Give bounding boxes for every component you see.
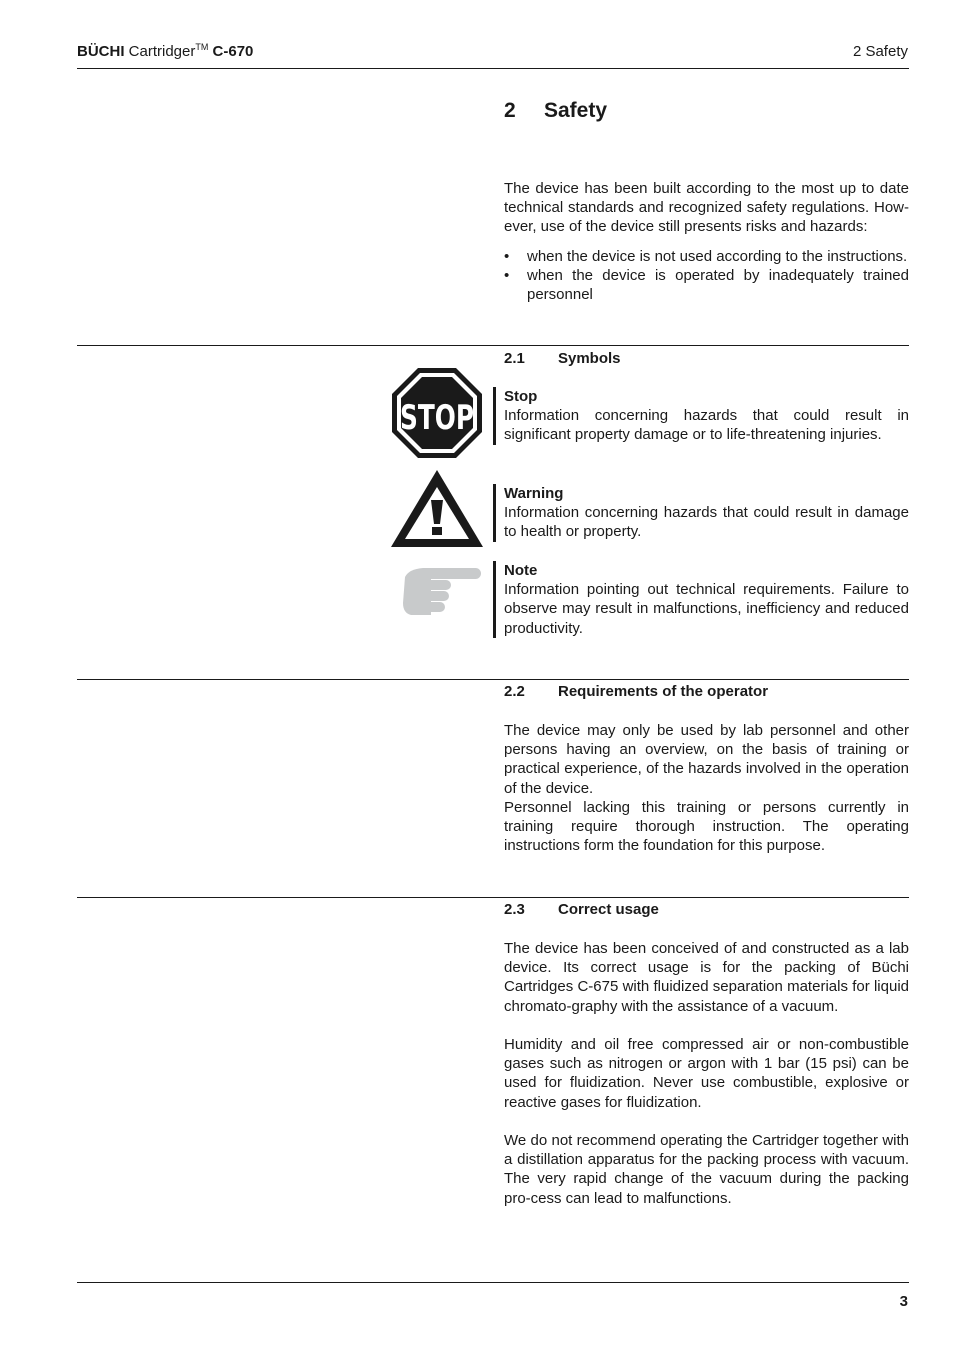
section-rule	[77, 897, 909, 898]
operator-paragraph-2: Personnel lacking this training or persons currently in training require thorough instruction. The operating instructions form the foundation for this purpose.	[504, 799, 909, 855]
operator-paragraph-1: The device may only be used by lab personnel and other persons having an overview, on the basis of training or practical experience, of the hazards involved in the operation of the device.	[504, 722, 909, 797]
header-title	[77, 42, 253, 62]
section-rule	[77, 679, 909, 680]
header-section: 2 Safety	[852, 43, 908, 60]
list-item: • when the device is operated by inadequately trained personnel	[504, 267, 909, 304]
model-name: C-670	[212, 43, 254, 60]
section-heading-operator: 2.2 Requirements of the operator	[504, 683, 769, 700]
stop-text: Information concerning hazards that could result in significant property damage or to life-threatening injuries.	[504, 407, 909, 444]
stop-sign-icon	[391, 367, 483, 459]
note-text: Information pointing out technical requirements. Failure to observe may result in malfunctions, inefficiency and reduced productivity.	[504, 581, 909, 637]
chapter-number: 2	[504, 99, 516, 122]
pointing-hand-icon	[401, 565, 483, 617]
section-rule	[77, 345, 909, 346]
section-heading-symbols: 2.1 Symbols	[504, 350, 621, 367]
stop-notice	[493, 387, 909, 445]
footer-rule	[77, 1282, 909, 1283]
section-heading-usage: 2.3 Correct usage	[504, 901, 659, 918]
note-notice	[493, 561, 909, 638]
chapter-title: Safety	[544, 99, 608, 122]
warning-triangle-icon	[391, 470, 483, 548]
chapter-heading	[504, 97, 607, 125]
usage-paragraph-1: The device has been conceived of and constructed as a lab device. Its correct usage is for the packing of Büchi Cartridges C-675 with fluidized separation materials for liquid chromato-graphy with the assistance of a vacuum.	[504, 940, 909, 1015]
header-rule	[77, 68, 909, 69]
warning-title: Warning	[504, 485, 564, 502]
list-item: • when the device is not used according to the instructions.	[504, 248, 908, 265]
page-number: 3	[899, 1293, 908, 1310]
intro-paragraph: The device has been built according to the most up to date technical standards and recognized safety regulations. How-ever, use of the device still presents risks and hazards:	[504, 180, 909, 236]
stop-title: Stop	[504, 388, 538, 405]
product-name: Cartridger	[128, 43, 196, 60]
note-title: Note	[504, 562, 538, 579]
brand-name: BÜCHI	[77, 43, 125, 60]
intro-bullet-list	[504, 247, 909, 305]
stop-sign-text: STOP	[400, 398, 474, 438]
trademark: TM	[195, 42, 209, 52]
warning-notice	[493, 484, 909, 542]
usage-paragraph-3: We do not recommend operating the Cartridger together with a distillation apparatus for the packing process with vacuum. The very rapid change of the vacuum during the packing pro-cess can lead to malfunctions.	[504, 1132, 909, 1207]
warning-text: Information concerning hazards that could result in damage to health or property.	[504, 504, 909, 541]
usage-paragraph-2: Humidity and oil free compressed air or non-combustible gases such as nitrogen or argon with 1 bar (15 psi) can be used for fluidization. Never use combustible, explosive or reactive gases for fluidization.	[504, 1036, 909, 1111]
